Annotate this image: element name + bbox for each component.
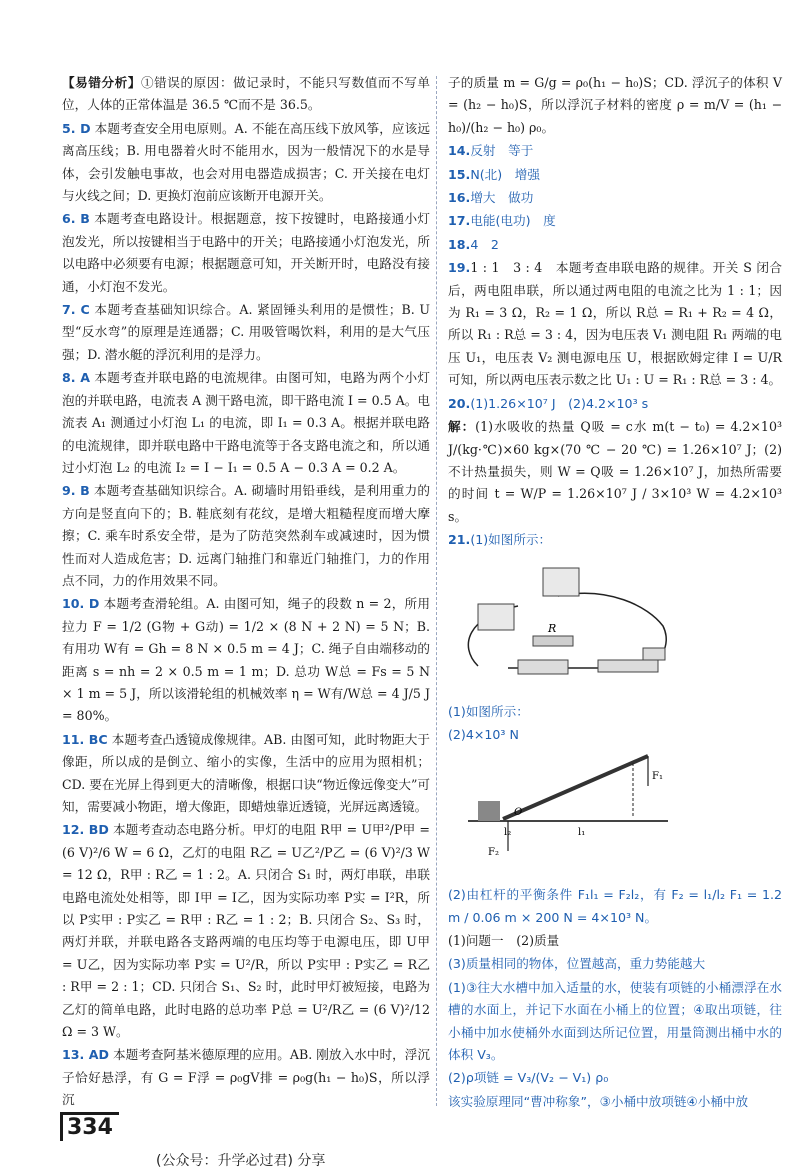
answer-entry xyxy=(62,72,430,117)
answer-entry xyxy=(448,416,782,528)
arm-l1-label: l₁ xyxy=(578,826,586,838)
force-f2-label: F₂ xyxy=(488,846,499,858)
pivot-label: O xyxy=(514,806,523,818)
rail-icon xyxy=(478,801,500,821)
answer-entry xyxy=(448,72,782,139)
answer-text: (1)如图所示： xyxy=(470,532,552,548)
answer-text: 本题考查安全用电原则。A. 不能在高压线下放风筝，应该远离高压线；B. 用电器着火时不能用水，因为一般情况下的水是导体，会引发触电事故，也会对用电器造成损害；C. 开关接在电灯与火线之间；D. 更换灯泡前应该断开电源开关。 xyxy=(62,120,430,204)
answer-entry xyxy=(448,701,782,723)
answer-entry xyxy=(62,593,430,727)
ammeter-icon xyxy=(478,604,514,630)
answer-entry xyxy=(448,884,782,929)
rheostat-icon xyxy=(598,660,658,672)
answer-entry xyxy=(62,118,430,208)
answer-entry xyxy=(448,187,782,209)
answer-entry xyxy=(62,1044,430,1111)
solution-label: 解： xyxy=(448,419,476,435)
page-number: 334 xyxy=(60,1112,119,1141)
answer-text: (1)问题一 (2)质量 xyxy=(448,932,560,948)
question-number: 16. xyxy=(448,190,471,206)
circuit-figure xyxy=(448,556,782,695)
answer-entry xyxy=(448,164,782,186)
answer-entry xyxy=(62,819,430,1043)
answer-entry xyxy=(448,724,782,746)
answer-entry xyxy=(448,257,782,391)
lever-diagram xyxy=(448,751,678,871)
answer-entry xyxy=(448,1067,782,1089)
question-number: 5. D xyxy=(62,120,91,136)
answer-entry xyxy=(448,953,782,975)
answer-text: 子的质量 m = G/g = ρ₀(h₁ − h₀)S；CD. 浮沉子的体积 V = (h₂ − h₀)S，所以浮沉子材料的密度 ρ = m/V = (h₁ − h₀)/(h₂ − h₀) ρ₀。 xyxy=(448,75,782,135)
answer-text: 本题考查基础知识综合。A. 紧固锤头利用的是惯性；B. U型“反水弯”的原理是连通器；C. 用吸管喝饮料，利用的是大气压强；D. 潜水艇的浮沉利用的是浮力。 xyxy=(62,302,430,362)
answer-entry xyxy=(62,729,430,819)
answer-entry xyxy=(448,930,782,952)
lever-figure xyxy=(448,751,782,878)
resistor-icon xyxy=(533,636,573,646)
answer-text: (1)如图所示： xyxy=(448,703,529,719)
answer-entry xyxy=(62,299,430,366)
question-number: 21. xyxy=(448,532,471,548)
answer-text: 本题考查滑轮组。A. 由图可知，绳子的段数 n = 2，所用拉力 F = 1/2 (G物 + G动) = 1/2 × (8 N + 2 N) = 5 N；B. 有用功 W有 = Gh = 8 N × 0.5 m = 4 J；C. 绳子自由端移动的距离 s = nh = 2 × 0.5 m = 1 m；D. 总功 W总 = Fs = 5 N × 1 m = 5 J，所以该滑轮组的机械效率 η = W有/W总 = 4 J/5 J = 80%。 xyxy=(62,596,430,724)
question-number: 11. BC xyxy=(62,731,108,747)
force-f1-label: F₁ xyxy=(652,770,663,782)
voltmeter-icon xyxy=(543,568,579,596)
answer-text: (3)质量相同的物体，位置越高，重力势能越大 xyxy=(448,956,706,972)
footer-credit: (公众号：升学必过君) 分享 xyxy=(156,1153,326,1169)
circuit-diagram xyxy=(448,556,678,688)
answer-text: 本题考查基础知识综合。A. 砌墙时用铅垂线，是利用重力的方向是竖直向下的；B. 鞋底刻有花纹，是增大粗糙程度而增大摩擦；C. 乘车时系安全带，是为了防范突然刹车或减速时，因为惯性而对人造成危害；D. 远离门轴推门和靠近门轴推门，力的作用点不同，力的作用效果不同。 xyxy=(62,483,430,588)
question-number: 20. xyxy=(448,395,471,411)
answer-text: 本题考查凸透镜成像规律。AB. 由图可知，此时物距大于像距，所以成的是倒立、缩小的实像，生活中的应用为照相机；CD. 要在光屏上得到更大的清晰像，根据口诀“物近像远像变大”可知，需要减小物距，增大像距，即蜡烛靠近透镜，光屏远离透镜。 xyxy=(62,731,430,814)
answer-text: (2)ρ项链 = V₃/(V₂ − V₁) ρ₀ xyxy=(448,1070,609,1086)
question-number: 12. BD xyxy=(62,822,109,838)
answer-entry xyxy=(62,208,430,298)
answer-entry xyxy=(448,529,782,551)
answer-entry xyxy=(448,1091,782,1113)
answer-text: 4 2 xyxy=(470,236,499,252)
answer-entry xyxy=(448,140,782,162)
resistor-label: R xyxy=(548,621,557,635)
answer-text: N(北) 增强 xyxy=(470,166,540,182)
answer-entry xyxy=(448,234,782,256)
question-number: 15. xyxy=(448,166,471,182)
question-number: 10. D xyxy=(62,596,100,612)
answer-text: ①错误的原因：做记录时，不能只写数值而不写单位，人体的正常体温是 36.5 ℃而不是 36.5。 xyxy=(62,75,431,113)
answer-entry xyxy=(62,367,430,479)
answer-text: (2)由杠杆的平衡条件 F₁l₁ = F₂l₂，有 F₂ = l₁/l₂ F₁ = 1.2 m / 0.06 m × 200 N = 4×10³ N。 xyxy=(448,887,782,925)
answer-text: 1 : 1 3 : 4 本题考查串联电路的规律。开关 S 闭合后，两电阻串联，所以通过两电阻的电流之比为 1 : 1；因为 R₁ = 3 Ω，R₂ = 1 Ω，所以 R总 = R₁ + R₂ = 4 Ω，所以 R₁ : R总 = 3 : 4，因为电压表 V₁ 测电阻 R₁ 两端的电压 U₁，电压表 V₂ 测电源电压 U，根据欧姆定律 I = U/R 可知，所以两电压表示数之比 U₁ : U = R₁ : R总 = 3 : 4。 xyxy=(448,260,782,388)
answer-text: (1)③往大水槽中加入适量的水，使装有项链的小桶漂浮在水槽的水面上，并记下水面在小桶上的位置；④取出项链，往小桶中加水使桶外水面到达所记位置，用量筒测出桶中水的体积 V₃。 xyxy=(448,979,782,1062)
question-number: 7. C xyxy=(62,302,90,318)
answer-text: 反射 等于 xyxy=(470,143,534,159)
question-number: 13. AD xyxy=(62,1047,109,1063)
answer-text: (1)1.26×10⁷ J (2)4.2×10³ s xyxy=(470,395,649,411)
question-number: 19. xyxy=(448,260,471,276)
answer-text: 增大 做功 xyxy=(470,190,534,206)
answer-entry xyxy=(448,210,782,232)
battery-icon xyxy=(518,660,568,674)
left-column xyxy=(62,72,430,1113)
question-number: 18. xyxy=(448,236,471,252)
answer-entry xyxy=(62,480,430,592)
answer-entry xyxy=(448,977,782,1067)
answer-text: 本题考查并联电路的电流规律。由图可知，电路为两个小灯泡的并联电路，电流表 A 测干路电流，即干路电流 I = 0.5 A。电流表 A₁ 测通过小灯泡 L₁ 的电流，即 I₁ = 0.3 A。根据并联电路的电流规律，即并联电路中干路电流等于各支路电流之和，所以通过小灯泡 L₂ 的电流 I₂ = I − I₁ = 0.5 A − 0.3 A = 0.2 A。 xyxy=(62,370,430,475)
question-number: 6. B xyxy=(62,211,90,227)
answer-text: (2)4×10³ N xyxy=(448,727,519,743)
error-analysis-label: 【易错分析】 xyxy=(62,75,141,90)
question-number: 17. xyxy=(448,213,471,229)
answer-text: 电能(电功) 度 xyxy=(470,213,556,229)
switch-icon xyxy=(643,648,665,660)
arm-l2-label: l₂ xyxy=(504,826,512,838)
question-number: 9. B xyxy=(62,483,90,499)
answer-text: 本题考查动态电路分析。甲灯的电阻 R甲 = U甲²/P甲 = (6 V)²/6 W = 6 Ω，乙灯的电阻 R乙 = U乙²/P乙 = (6 V)²/3 W = 12 Ω，R甲 : R乙 = 1 : 2。A. 只闭合 S₁ 时，两灯串联，串联电路电流处处相等，即 I甲 = I乙，因为实际功率 P实 = I²R，所以 P实甲 : P实乙 = R甲 : R乙 = 1 : 2；B. 只闭合 S₂、S₃ 时，两灯并联，并联电路各支路两端的电压均等于电源电压，即 U甲 = U乙，因为实际功率 P实 = U²/R，所以 P实甲 : P实乙 = R乙 : R甲 = 2 : 1；CD. 只闭合 S₁、S₂ 时，此时甲灯被短接，电路为乙灯的简单电路，此时电路的总功率 P总 = U²/R乙 = (6 V)²/12 Ω = 3 W。 xyxy=(62,822,430,1040)
right-column xyxy=(448,72,782,1114)
answer-entry xyxy=(448,393,782,415)
answer-text: 该实验原理同“曹冲称象”，③小桶中放项链④小桶中放 xyxy=(448,1093,749,1109)
column-divider xyxy=(436,76,437,1106)
question-number: 8. A xyxy=(62,370,91,386)
answer-text: 本题考查阿基米德原理的应用。AB. 刚放入水中时，浮沉子恰好悬浮，有 G = F浮 = ρ₀gV排 = ρ₀g(h₁ − h₀)S，所以浮沉 xyxy=(62,1047,430,1108)
answer-text: (1)水吸收的热量 Q吸 = c水 m(t − t₀) = 4.2×10³ J/(kg·℃)×60 kg×(70 ℃ − 20 ℃) = 1.26×10⁷ J；(2)不计热量损失，则 W = Q吸 = 1.26×10⁷ J，加热所需要的时间 t = W/P = 1.26×10⁷ J / 3×10³ W = 4.2×10³ s。 xyxy=(448,419,783,524)
question-number: 14. xyxy=(448,143,471,159)
answer-text: 本题考查电路设计。根据题意，按下按键时，电路接通小灯泡发光，所以按键相当于电路中的开关；电路接通小灯泡发光，所以电路中必须要有电源；根据题意可知，开关断开时，电路没有接通，小灯泡不发光。 xyxy=(62,211,431,294)
